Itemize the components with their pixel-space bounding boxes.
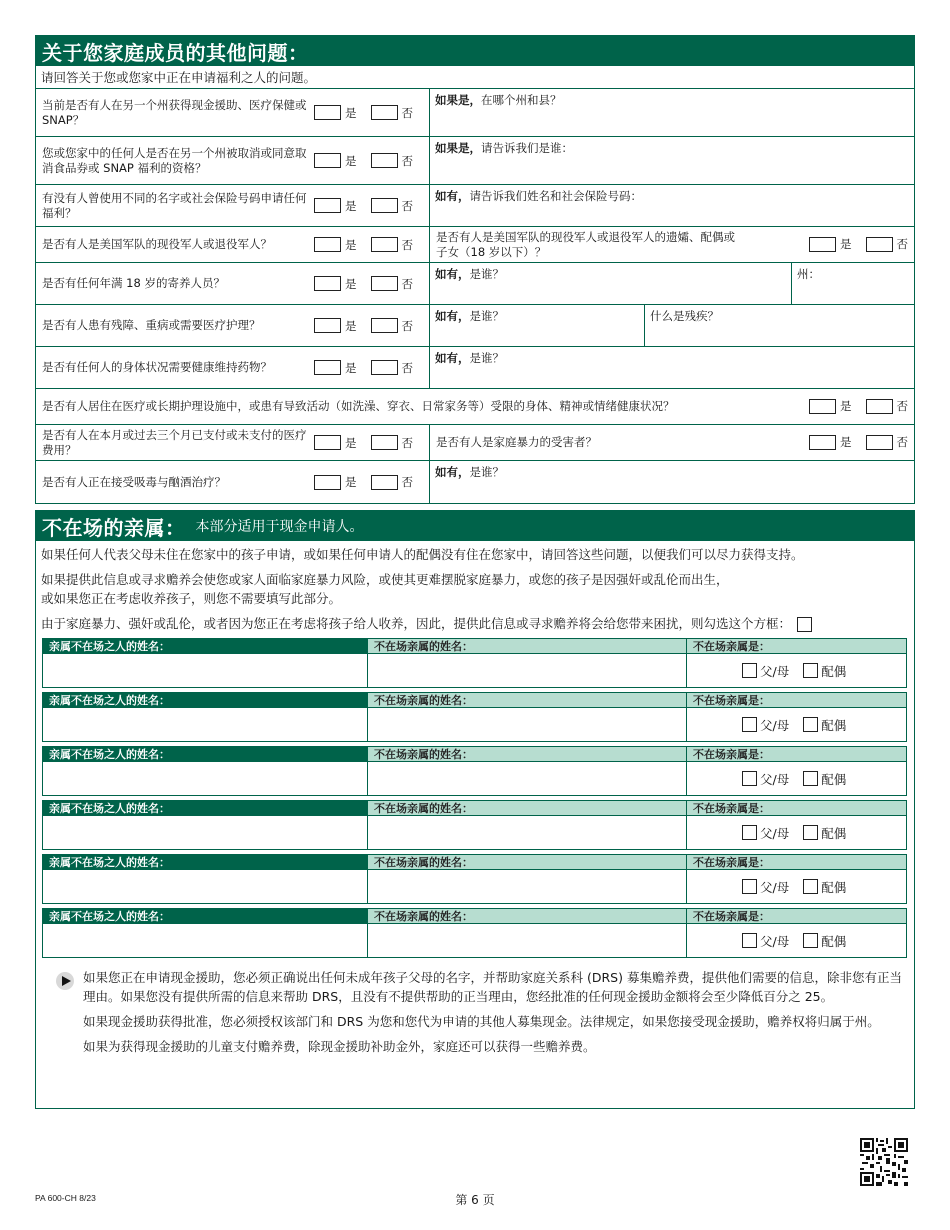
col-absent-name-label: 不在场亲属的姓名： [367, 855, 686, 869]
section-intro: 请回答关于您或您家中正在申请福利之人的问题。 [36, 66, 914, 89]
relative-entry: 亲属不在场之人的姓名： 不在场亲属的姓名： 不在场亲属是： 父/母 配偶 [42, 854, 907, 904]
person-name-input[interactable] [43, 708, 367, 741]
section-subtitle: 本部分适用于现金申请人。 [195, 519, 364, 535]
no-checkbox[interactable] [866, 435, 893, 450]
col-absent-name-label: 不在场亲属的姓名： [367, 747, 686, 761]
opt-out-line: 由于家庭暴力、强奸或乱伦，或者因为您正在考虑将孩子给人收养，因此，提供此信息或寻求赡养将会给您带来困扰，则勾选这个方框： [36, 614, 914, 633]
no-checkbox[interactable] [866, 237, 893, 252]
absent-relative-name-input[interactable] [367, 924, 686, 957]
col-absent-name-label: 不在场亲属的姓名： [367, 909, 686, 923]
yes-no-choice: 是 否 [314, 360, 413, 376]
section-title: 不在场的亲属： [42, 515, 186, 540]
question-row [36, 461, 914, 503]
absent-relative-name-input[interactable] [367, 816, 686, 849]
parent-checkbox[interactable] [742, 717, 757, 732]
relative-entry: 亲属不在场之人的姓名： 不在场亲属的姓名： 不在场亲属是： 父/母 配偶 [42, 638, 907, 688]
yes-checkbox[interactable] [809, 399, 836, 414]
parent-checkbox[interactable] [742, 663, 757, 678]
instruction-text: 如果任何人代表父母未住在您家中的孩子申请，或如果任何申请人的配偶没有住在您家中，请回答这些问题，以便我们可以尽力获得支持。 [41, 547, 804, 562]
yes-no-choice: 是 否 [314, 198, 413, 214]
qr-code-icon [860, 1138, 908, 1186]
yes-checkbox[interactable] [314, 276, 341, 291]
question-text: 当前是否有人在另一个州获得现金援助、医疗保健或 SNAP？ [42, 97, 307, 127]
relative-entry: 亲属不在场之人的姓名： 不在场亲属的姓名： 不在场亲属是： 父/母 配偶 [42, 746, 907, 796]
yes-no-choice: 是 否 [809, 435, 908, 450]
answer-field[interactable]: 如有，是谁？ [435, 465, 504, 479]
question-text: 是否有人居住在医疗或长期护理设施中，或患有导致活动（如洗澡、穿衣、日常家务等）受限的身体、精神或情绪健康状况？ [42, 399, 675, 413]
relative-entry: 亲属不在场之人的姓名： 不在场亲属的姓名： 不在场亲属是： 父/母 配偶 [42, 908, 907, 958]
question-text: 有没有人曾使用不同的名字或社会保险号码申请任何福利？ [42, 190, 307, 220]
answer-field[interactable]: 如有，是谁？ [430, 263, 792, 304]
section-header [36, 36, 914, 66]
play-arrow-icon [56, 972, 74, 990]
opt-out-checkbox[interactable] [797, 617, 812, 632]
col-person-name-label: 亲属不在场之人的姓名： [43, 855, 367, 869]
yes-no-choice: 是 否 [314, 153, 413, 169]
person-name-input[interactable] [43, 816, 367, 849]
instruction-text: 或如果您正在考虑收养孩子，则您不需要填写此部分。 [41, 591, 342, 606]
question-text: 是否有人是家庭暴力的受害者？ [436, 435, 597, 449]
col-person-name-label: 亲属不在场之人的姓名： [43, 747, 367, 761]
spouse-checkbox[interactable] [803, 717, 818, 732]
yes-checkbox[interactable] [314, 475, 341, 490]
person-name-input[interactable] [43, 924, 367, 957]
question-row [36, 389, 914, 425]
absent-relative-name-input[interactable] [367, 762, 686, 795]
question-text: 是否有人在本月或过去三个月已支付或未支付的医疗费用？ [42, 427, 307, 457]
answer-field[interactable]: 如有，是谁？ [435, 351, 504, 365]
section-title: 关于您家庭成员的其他问题： [42, 40, 309, 65]
relative-entry: 亲属不在场之人的姓名： 不在场亲属的姓名： 不在场亲属是： 父/母 配偶 [42, 800, 907, 850]
spouse-checkbox[interactable] [803, 879, 818, 894]
yes-checkbox[interactable] [314, 318, 341, 333]
yes-checkbox[interactable] [314, 237, 341, 252]
yes-no-choice: 是 否 [314, 276, 413, 292]
answer-field[interactable]: 如果是，在哪个州和县？ [435, 93, 562, 107]
yes-checkbox[interactable] [809, 435, 836, 450]
parent-checkbox[interactable] [742, 825, 757, 840]
question-text: 是否有人患有残障、重病或需要医疗护理？ [42, 318, 261, 332]
col-person-name-label: 亲属不在场之人的姓名： [43, 801, 367, 815]
absent-relative-name-input[interactable] [367, 708, 686, 741]
no-checkbox[interactable] [371, 360, 398, 375]
household-questions-section [35, 35, 915, 504]
col-absent-name-label: 不在场亲属的姓名： [367, 639, 686, 653]
question-row [36, 425, 914, 461]
spouse-checkbox[interactable] [803, 933, 818, 948]
question-row [36, 89, 914, 137]
yes-checkbox[interactable] [314, 435, 341, 450]
state-field[interactable]: 州： [797, 267, 820, 281]
no-checkbox[interactable] [371, 105, 398, 120]
col-relation-label: 不在场亲属是： [686, 693, 906, 707]
question-text: 您或您家中的任何人是否在另一个州被取消或同意取消食品券或 SNAP 福利的资格？ [42, 145, 307, 175]
yes-checkbox[interactable] [314, 153, 341, 168]
yes-checkbox[interactable] [809, 237, 836, 252]
question-row [36, 185, 914, 227]
no-checkbox[interactable] [371, 198, 398, 213]
parent-checkbox[interactable] [742, 933, 757, 948]
person-name-input[interactable] [43, 762, 367, 795]
no-checkbox[interactable] [371, 276, 398, 291]
disability-field[interactable]: 什么是残疾？ [650, 309, 719, 323]
absent-relatives-section [35, 510, 915, 1109]
question-row [36, 137, 914, 185]
yes-no-choice: 是 否 [314, 237, 413, 253]
relative-entry: 亲属不在场之人的姓名： 不在场亲属的姓名： 不在场亲属是： 父/母 配偶 [42, 692, 907, 742]
parent-checkbox[interactable] [742, 879, 757, 894]
answer-field[interactable]: 如有，是谁？ [430, 305, 645, 346]
person-name-input[interactable] [43, 870, 367, 903]
yes-no-choice: 是 否 [314, 474, 413, 490]
col-person-name-label: 亲属不在场之人的姓名： [43, 693, 367, 707]
question-row [36, 227, 914, 263]
col-relation-label: 不在场亲属是： [686, 639, 906, 653]
yes-no-choice: 是 否 [809, 237, 908, 252]
question-text: 是否有任何年满 18 岁的寄养人员？ [42, 276, 225, 290]
question-row [36, 305, 914, 347]
question-text: 是否有人正在接受吸毒与酗酒治疗？ [42, 474, 226, 489]
spouse-checkbox[interactable] [803, 663, 818, 678]
yes-no-choice: 是 否 [314, 318, 413, 334]
col-relation-label: 不在场亲属是： [686, 855, 906, 869]
col-absent-name-label: 不在场亲属的姓名： [367, 801, 686, 815]
question-text: 是否有人是美国军队的现役军人或退役军人？ [42, 237, 272, 251]
question-row [36, 347, 914, 389]
yes-no-choice: 是 否 [314, 435, 413, 451]
question-row [36, 263, 914, 305]
no-checkbox[interactable] [371, 435, 398, 450]
absent-relative-name-input[interactable] [367, 870, 686, 903]
no-checkbox[interactable] [371, 475, 398, 490]
form-id: PA 600-CH 8/23 [35, 1193, 96, 1203]
yes-checkbox[interactable] [314, 360, 341, 375]
spouse-checkbox[interactable] [803, 771, 818, 786]
note-text: 如果为获得现金援助的儿童支付赡养费，除现金援助补助金外，家庭还可以获得一些赡养费。 [83, 1039, 596, 1054]
spouse-checkbox[interactable] [803, 825, 818, 840]
col-absent-name-label: 不在场亲属的姓名： [367, 693, 686, 707]
note-text: 如果您正在申请现金援助，您必须正确说出任何未成年孩子父母的名字，并帮助家庭关系科 (DRS) 募集赡养费，提供他们需要的信息，除非您有正当理由。如果您没有提供所需的信息来帮助 DRS，且没有不提供帮助的正当理由，您经批准的任何现金援助金额将会至少降低百分之 25。 [83, 970, 902, 1004]
answer-field[interactable]: 如果是，请告诉我们是谁： [435, 141, 573, 155]
col-person-name-label: 亲属不在场之人的姓名： [43, 639, 367, 653]
section-header [36, 511, 914, 541]
col-person-name-label: 亲属不在场之人的姓名： [43, 909, 367, 923]
yes-checkbox[interactable] [314, 198, 341, 213]
note-text: 如果现金援助获得批准，您必须授权该部门和 DRS 为您和您代为申请的其他人募集现金。法律规定，如果您接受现金援助，赡养权将归属于州。 [83, 1014, 880, 1029]
col-relation-label: 不在场亲属是： [686, 747, 906, 761]
answer-field[interactable]: 如有，请告诉我们姓名和社会保险号码： [435, 189, 642, 203]
instruction-text: 如果提供此信息或寻求赡养会使您或家人面临家庭暴力风险，或使其更难摆脱家庭暴力，或您的孩子是因强奸或乱伦而出生， [41, 572, 729, 587]
yes-checkbox[interactable] [314, 105, 341, 120]
question-text: 是否有人是美国军队的现役军人或退役军人的遗孀、配偶或子女（18 岁以下）？ [436, 229, 735, 259]
no-checkbox[interactable] [371, 318, 398, 333]
page-number: 第 6 页 [455, 1193, 495, 1207]
col-relation-label: 不在场亲属是： [686, 801, 906, 815]
absent-relative-name-input[interactable] [367, 654, 686, 687]
yes-no-choice: 是 否 [314, 105, 413, 121]
parent-checkbox[interactable] [742, 771, 757, 786]
no-checkbox[interactable] [371, 237, 398, 252]
question-text: 是否有任何人的身体状况需要健康维持药物？ [42, 360, 272, 374]
col-relation-label: 不在场亲属是： [686, 909, 906, 923]
person-name-input[interactable] [43, 654, 367, 687]
no-checkbox[interactable] [371, 153, 398, 168]
no-checkbox[interactable] [866, 399, 893, 414]
notes-block [36, 958, 914, 1074]
yes-no-choice: 是 否 [809, 399, 908, 414]
